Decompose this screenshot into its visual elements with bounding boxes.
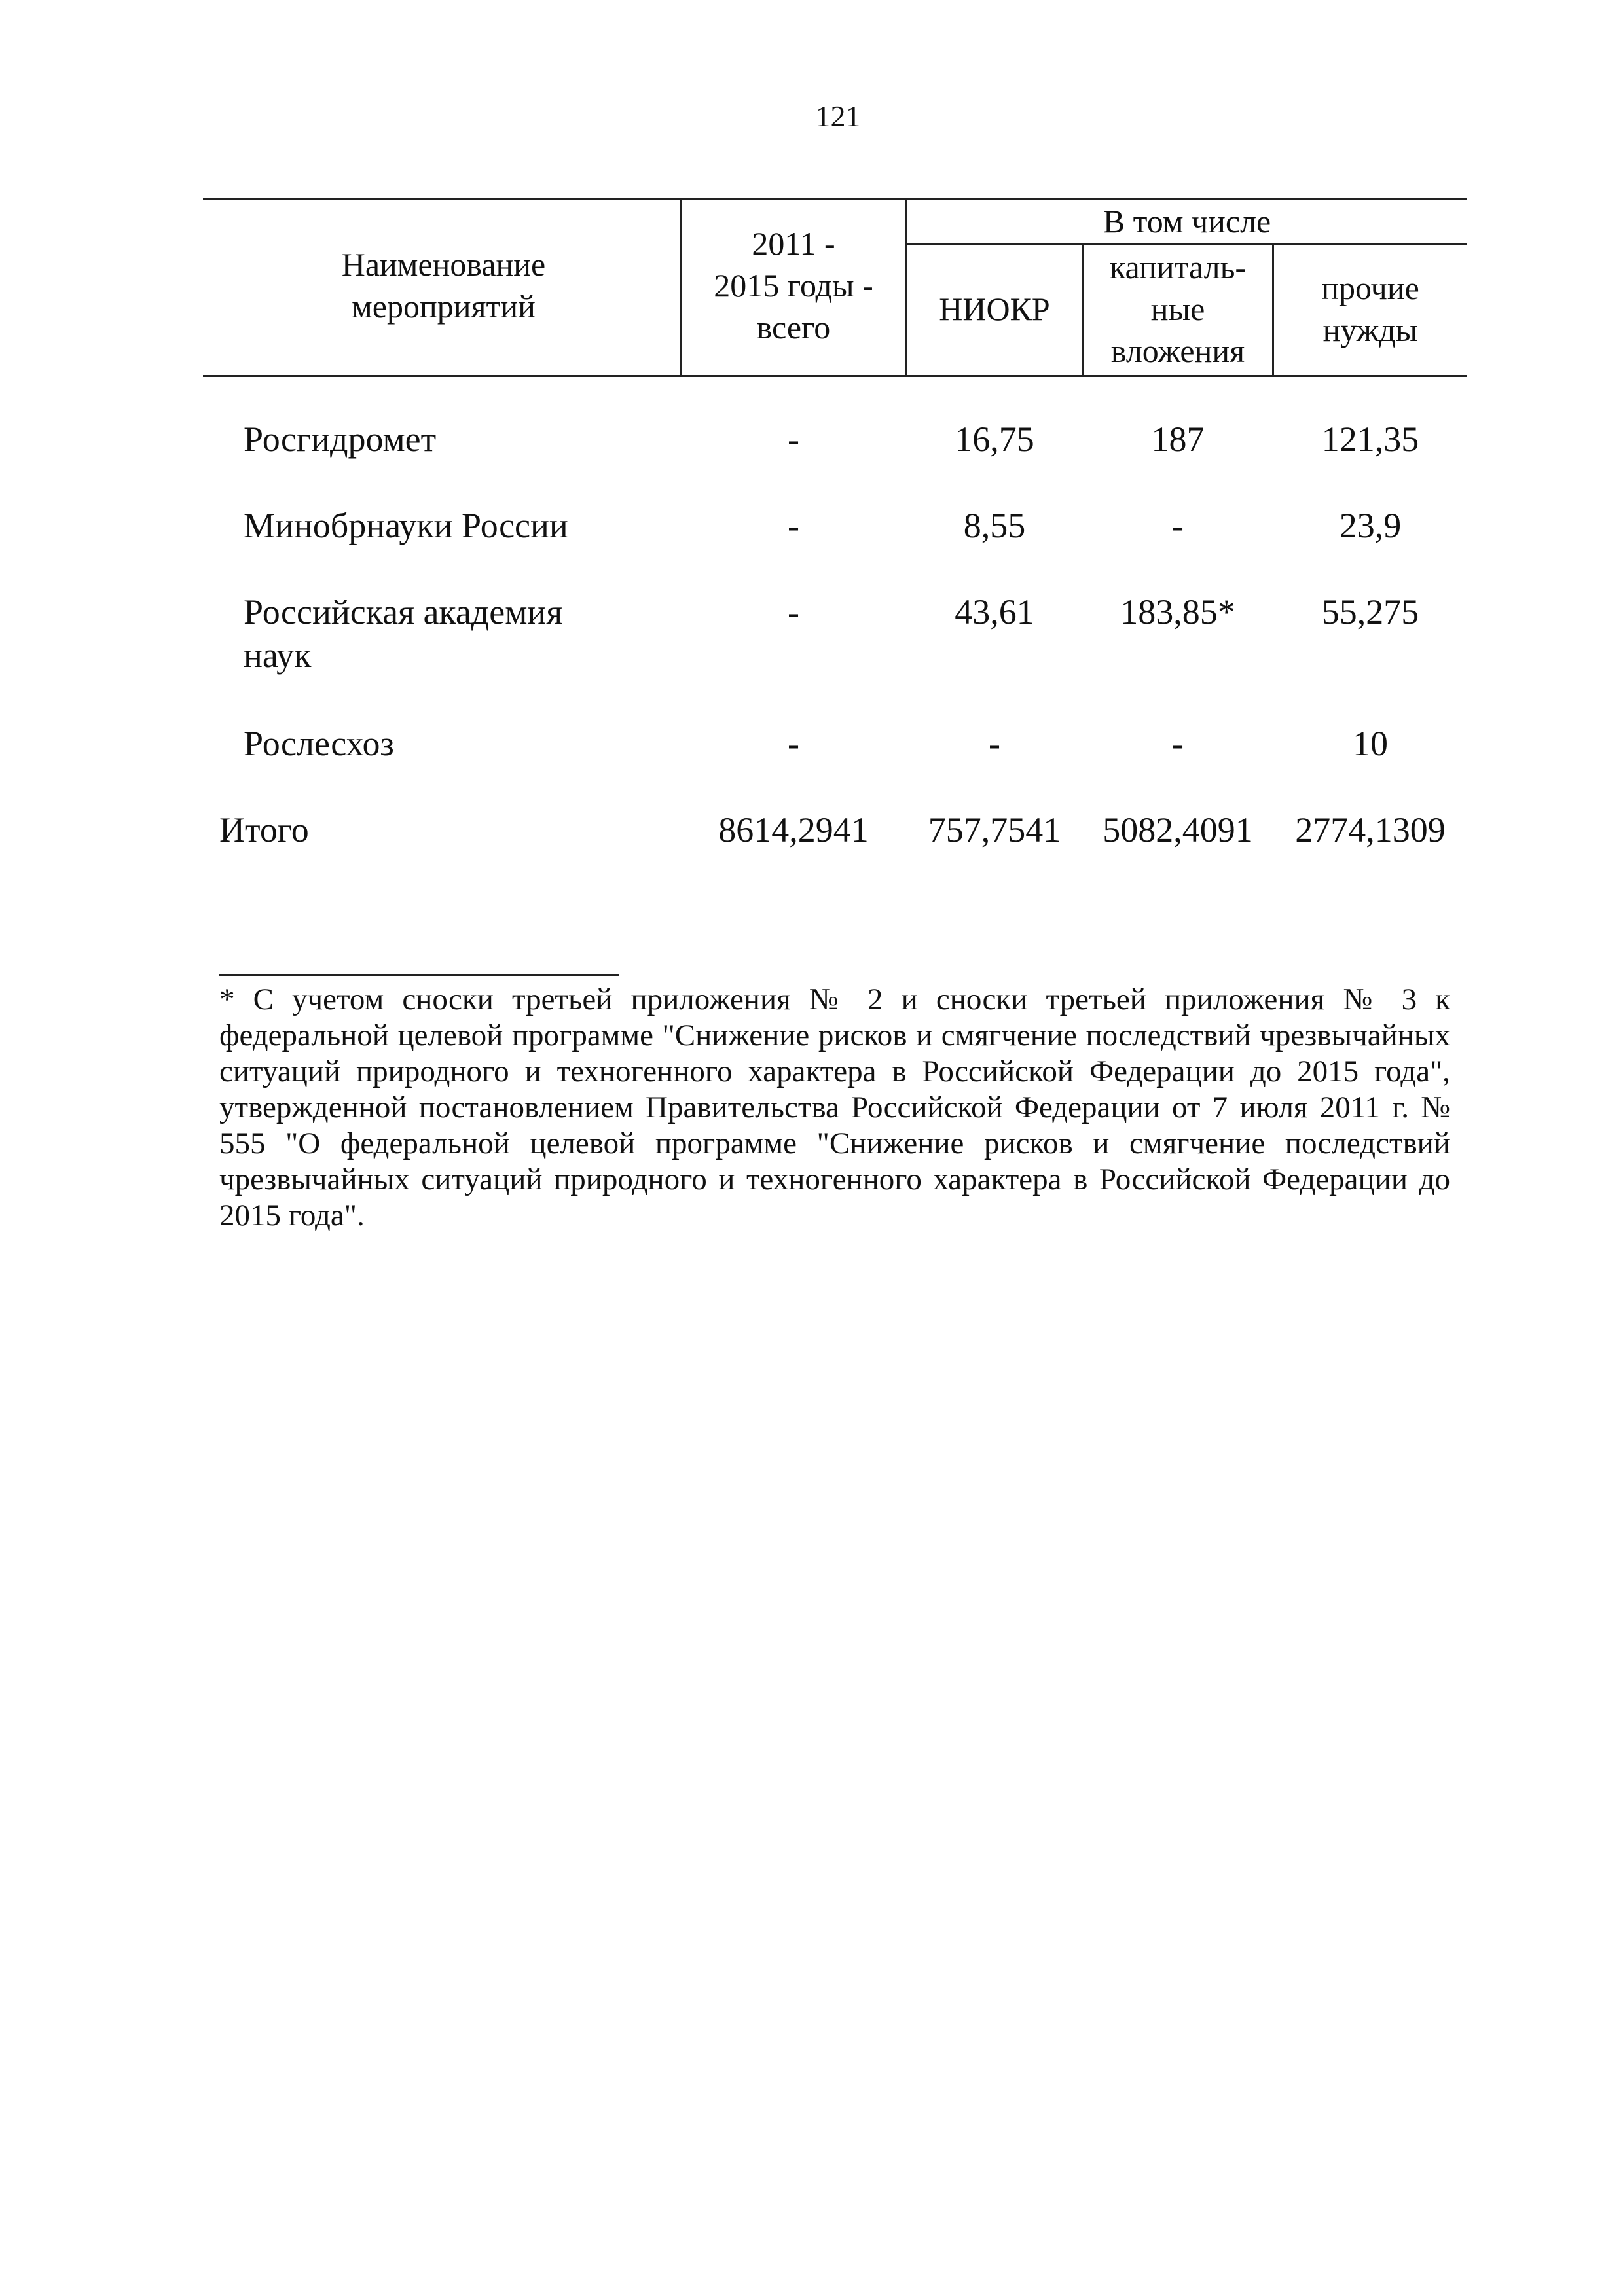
- row-name-line: Российская академия: [244, 592, 563, 632]
- footnote-rule: [219, 974, 619, 976]
- header-niokr: НИОКР: [939, 291, 1050, 327]
- header-total-line: 2015 годы -: [714, 267, 873, 304]
- row-capital: 187: [1151, 420, 1205, 459]
- row-name: Росгидромет: [244, 420, 437, 459]
- page-number: 121: [815, 99, 861, 133]
- header-group: В том числе: [1103, 203, 1271, 240]
- row-other: 55,275: [1321, 592, 1419, 632]
- header-other: [1274, 267, 1467, 351]
- header-capital-line: вложения: [1110, 332, 1245, 369]
- row-other: 10: [1353, 724, 1388, 763]
- row-other: 23,9: [1339, 506, 1402, 545]
- row-total: -: [788, 506, 799, 545]
- total-row-capital: 5082,4091: [1103, 810, 1253, 850]
- row-niokr: 8,55: [963, 506, 1026, 545]
- header-other-line: нужды: [1322, 312, 1418, 348]
- row-name-line: наук: [244, 636, 312, 675]
- row-niokr: 43,61: [955, 592, 1034, 632]
- header-capital-line: капиталь-: [1109, 249, 1247, 285]
- row-niokr: -: [989, 724, 1000, 763]
- header-name-line: мероприятий: [352, 288, 536, 325]
- row-total: -: [788, 420, 799, 459]
- row-capital: 183,85*: [1120, 592, 1235, 632]
- row-name: [244, 590, 676, 677]
- total-row-total: 8614,2941: [718, 810, 869, 850]
- group-header-rule: [907, 243, 1467, 245]
- total-row-other: 2774,1309: [1295, 810, 1446, 850]
- row-niokr: 16,75: [955, 420, 1034, 459]
- row-other: 121,35: [1321, 420, 1419, 459]
- header-name-line: Наименование: [341, 246, 546, 283]
- header-other-line: прочие: [1321, 270, 1419, 306]
- row-capital: -: [1172, 724, 1184, 763]
- header-total-line: всего: [756, 309, 831, 346]
- total-row-niokr: 757,7541: [928, 810, 1061, 850]
- row-name: Рослесхоз: [244, 724, 394, 763]
- header-capital-line: ные: [1150, 291, 1205, 327]
- header-total: [682, 223, 905, 348]
- row-total: -: [788, 592, 799, 632]
- header-capital: [1084, 246, 1272, 372]
- row-capital: -: [1172, 506, 1184, 545]
- row-name: Минобрнауки России: [244, 506, 568, 545]
- header-name: [210, 243, 678, 327]
- footnote: * С учетом сноски третьей приложения № 2 и сноски третьей приложения № 3 к федеральной целевой программе "Снижение рисков и смягчение последствий чрезвычайных ситуаций природного и техногенного характера в Российской Федерации до 2015 года", утвержденной постановлением Правительства Российской Федерации от 7 июля 2011 г. № 555 "О федеральной целевой программе "Снижение рисков и смягчение последствий чрезвычайных ситуаций природного и техногенного характера в Российской Федерации до 2015 года".: [219, 982, 1450, 1232]
- row-total: -: [788, 724, 799, 763]
- header-total-line: 2011 -: [752, 225, 835, 262]
- total-row-name: Итого: [219, 810, 309, 850]
- table-header-bottom-rule: [203, 375, 1467, 377]
